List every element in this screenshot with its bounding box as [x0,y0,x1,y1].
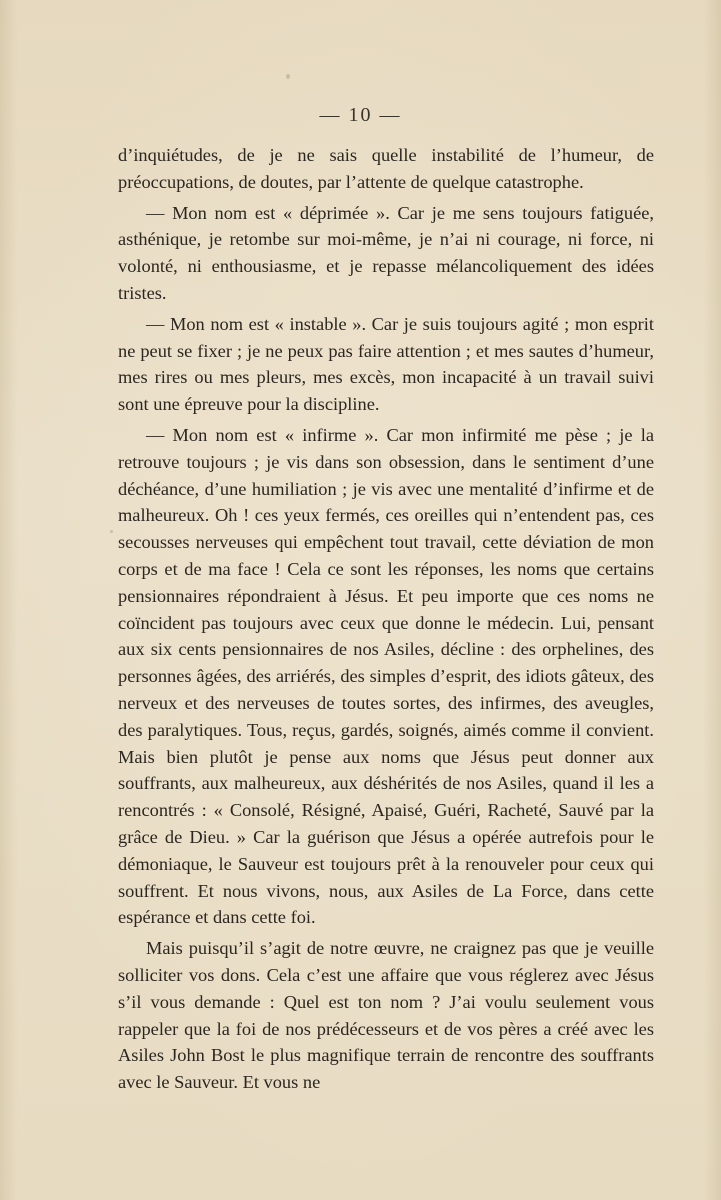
left-page-edge [0,0,18,1200]
right-page-edge [703,0,721,1200]
paragraph-oeuvre: Mais puisqu’il s’agit de notre œuvre, ne craignez pas que je veuille solliciter vos dons. Cela c’est une affaire que vous réglerez avec Jésus s’il vous demande : Quel est ton nom ? J’ai voulu seulement vous rappeler que la foi de nos prédécesseurs et de vos pères a créé avec les Asiles John Bost le plus magnifique terrain de rencontre des souffrants avec le Sauveur. Et vous ne [118,938,654,1093]
paragraph-instable: — Mon nom est « instable ». Car je suis toujours agité ; mon esprit ne peut se fixer ; je ne peux pas faire attention ; et mes sautes d’humeur, mes rires ou mes pleurs, mes excès, mon incapacité à un travail suivi sont une épreuve pour la discipline. [118,313,654,415]
paragraph-continuation: d’inquiétudes, de je ne sais quelle instabilité de l’humeur, de préoccupations, de doutes, par l’attente de quelque catastrophe. [118,145,654,192]
paper-spot [286,74,290,79]
paper-spot [110,530,113,533]
body-text [118,142,654,1096]
page-number: — 10 — [319,104,402,126]
paragraph-deprimee: — Mon nom est « déprimée ». Car je me sens toujours fatiguée, asthénique, je retombe sur moi-même, je n’ai ni courage, ni force, ni volonté, ni enthousiasme, et je repasse mélancoliquement des idées tristes. [118,202,654,303]
paragraph-infirme: — Mon nom est « infirme ». Car mon infirmité me pèse ; je la retrouve toujours ; je vis dans son obsession, dans le sentiment d’une déchéance, d’une humiliation ; je vis avec une mentalité d’infirme et de malheureux. Oh ! ces yeux fermés, ces oreilles qui n’entendent pas, ces secousses nerveuses qui empêchent tout travail, cette déviation de mon corps et de ma face ! Cela ce sont les réponses, les noms que certains pensionnaires répondraient à Jésus. Et peu importe que ces noms ne coïncident pas toujours avec ceux que donne le médecin. Lui, pensant aux six cents pensionnaires de nos Asiles, décline : des orphelines, des personnes âgées, des arriérés, des simples d’esprit, des idiots gâteux, des nerveux et des nerveuses de toutes sortes, des infirmes, des aveugles, des paralytiques. Tous, reçus, gardés, soignés, aimés comme il convient. Mais bien plutôt je pense aux noms que Jésus peut donner aux souffrants, aux malheureux, aux déshérités de nos Asiles, quand il les a rencontrés : « Consolé, Résigné, Apaisé, Guéri, Racheté, Sauvé par la grâce de Dieu. » Car la guérison que Jésus a opérée autrefois pour le démoniaque, le Sauveur est toujours prêt à la renouveler pour ceux qui souffrent. Et nous vivons, nous, aux Asiles de La Force, dans cette espérance et dans cette foi. [118,424,654,928]
